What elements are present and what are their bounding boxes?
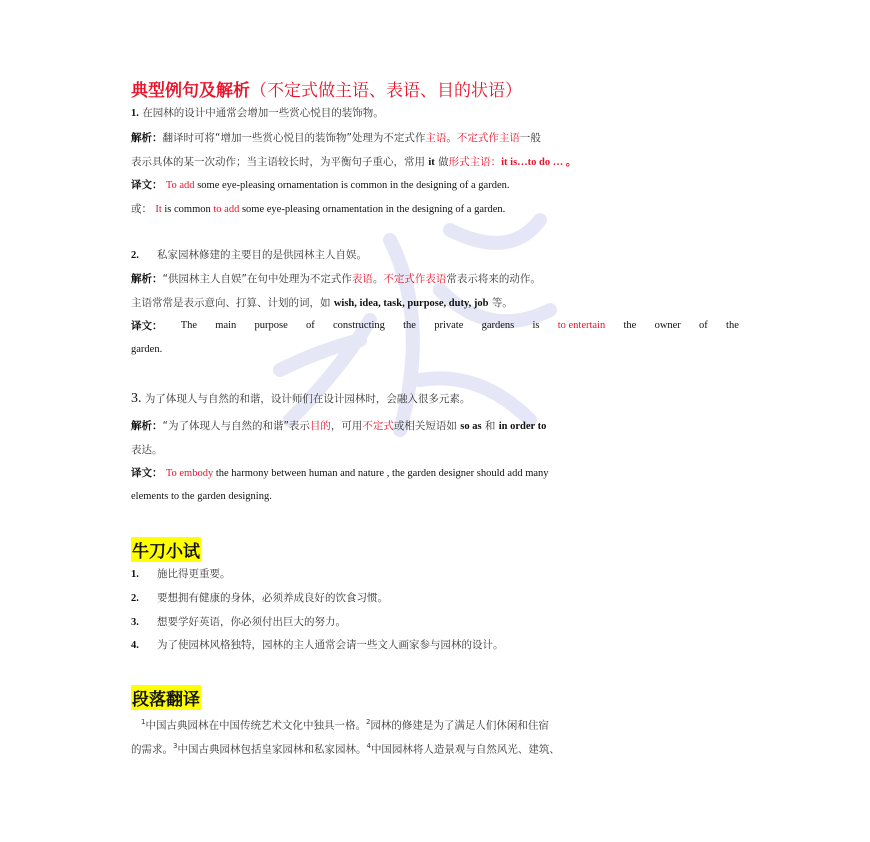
practice-item: 2. 要想拥有健康的身体，必须养成良好的饮食习惯。	[131, 592, 388, 604]
paragraph-line2: 的需求。$^3$中国古典园林包括皇家园林和私家园林。$^4$中国园林将人造景观与自然风光、建筑、	[131, 742, 560, 756]
example-3-translation: 译文： To embody the harmony between human and nature , the garden designer should add many	[131, 467, 549, 479]
paragraph-heading: 段落翻译	[131, 685, 201, 710]
example-1-sentence: 1. 在园林的设计中通常会增加一些赏心悦目的装饰物。	[131, 107, 384, 119]
example-1-analysis-line1: 解析：翻译时可将“增加一些赏心悦目的装饰物”处理为不定式作主语。不定式作主语一般	[131, 132, 541, 144]
example-3-translation-line2: elements to the garden designing.	[131, 491, 272, 502]
example-2-sentence: 2. 私家园林修建的主要目的是供园林主人自娱。	[131, 249, 367, 261]
example-1-analysis-line2: 表示具体的某一次动作；当主语较长时，为平衡句子重心，常用 it 做形式主语：it is…to do … 。	[131, 156, 577, 168]
practice-item: 3. 想要学好英语，你必须付出巨大的努力。	[131, 616, 346, 628]
paragraph-line1: $^1$中国古典园林在中国传统艺术文化中独具一格。$^2$园林的修建是为了满足人们休闲和住宿	[141, 718, 549, 732]
example-2-translation-line2: garden.	[131, 344, 163, 355]
example-2-translation: 译文： The main purpose of constructing the private gardens is to entertain the owner of the	[131, 320, 739, 332]
practice-heading: 牛刀小试	[131, 537, 201, 562]
title-main: 典型例句及解析	[131, 81, 250, 101]
example-3-analysis-line1: 解析：“为了体现人与自然的和谐”表示目的，可用不定式或相关短语如 so as 和 in order to	[131, 420, 547, 432]
practice-item: 1. 施比得更重要。	[131, 568, 231, 580]
example-2-analysis-line1: 解析：“供园林主人自娱”在句中处理为不定式作表语。不定式作表语常表示将来的动作。	[131, 273, 541, 285]
example-2-analysis-line2: 主语常常是表示意向、打算、计划的词，如 wish, idea, task, purpose, duty, job 等。	[131, 297, 513, 309]
example-3-analysis-line2: 表达。	[131, 444, 163, 456]
section-title	[131, 76, 522, 101]
title-sub: （不定式做主语、表语、目的状语）	[250, 81, 522, 101]
example-3-sentence: 3. 为了体现人与自然的和谐，设计师们在设计园林时，会融入很多元素。	[131, 391, 471, 406]
example-1-alt-translation: 或： It is common to add some eye-pleasing ornamentation in the designing of a garden.	[131, 203, 506, 215]
example-1-translation: 译文： To add some eye-pleasing ornamentation is common in the designing of a garden.	[131, 179, 510, 191]
practice-item: 4. 为了使园林风格独特，园林的主人通常会请一些文人画家参与园林的设计。	[131, 639, 504, 651]
